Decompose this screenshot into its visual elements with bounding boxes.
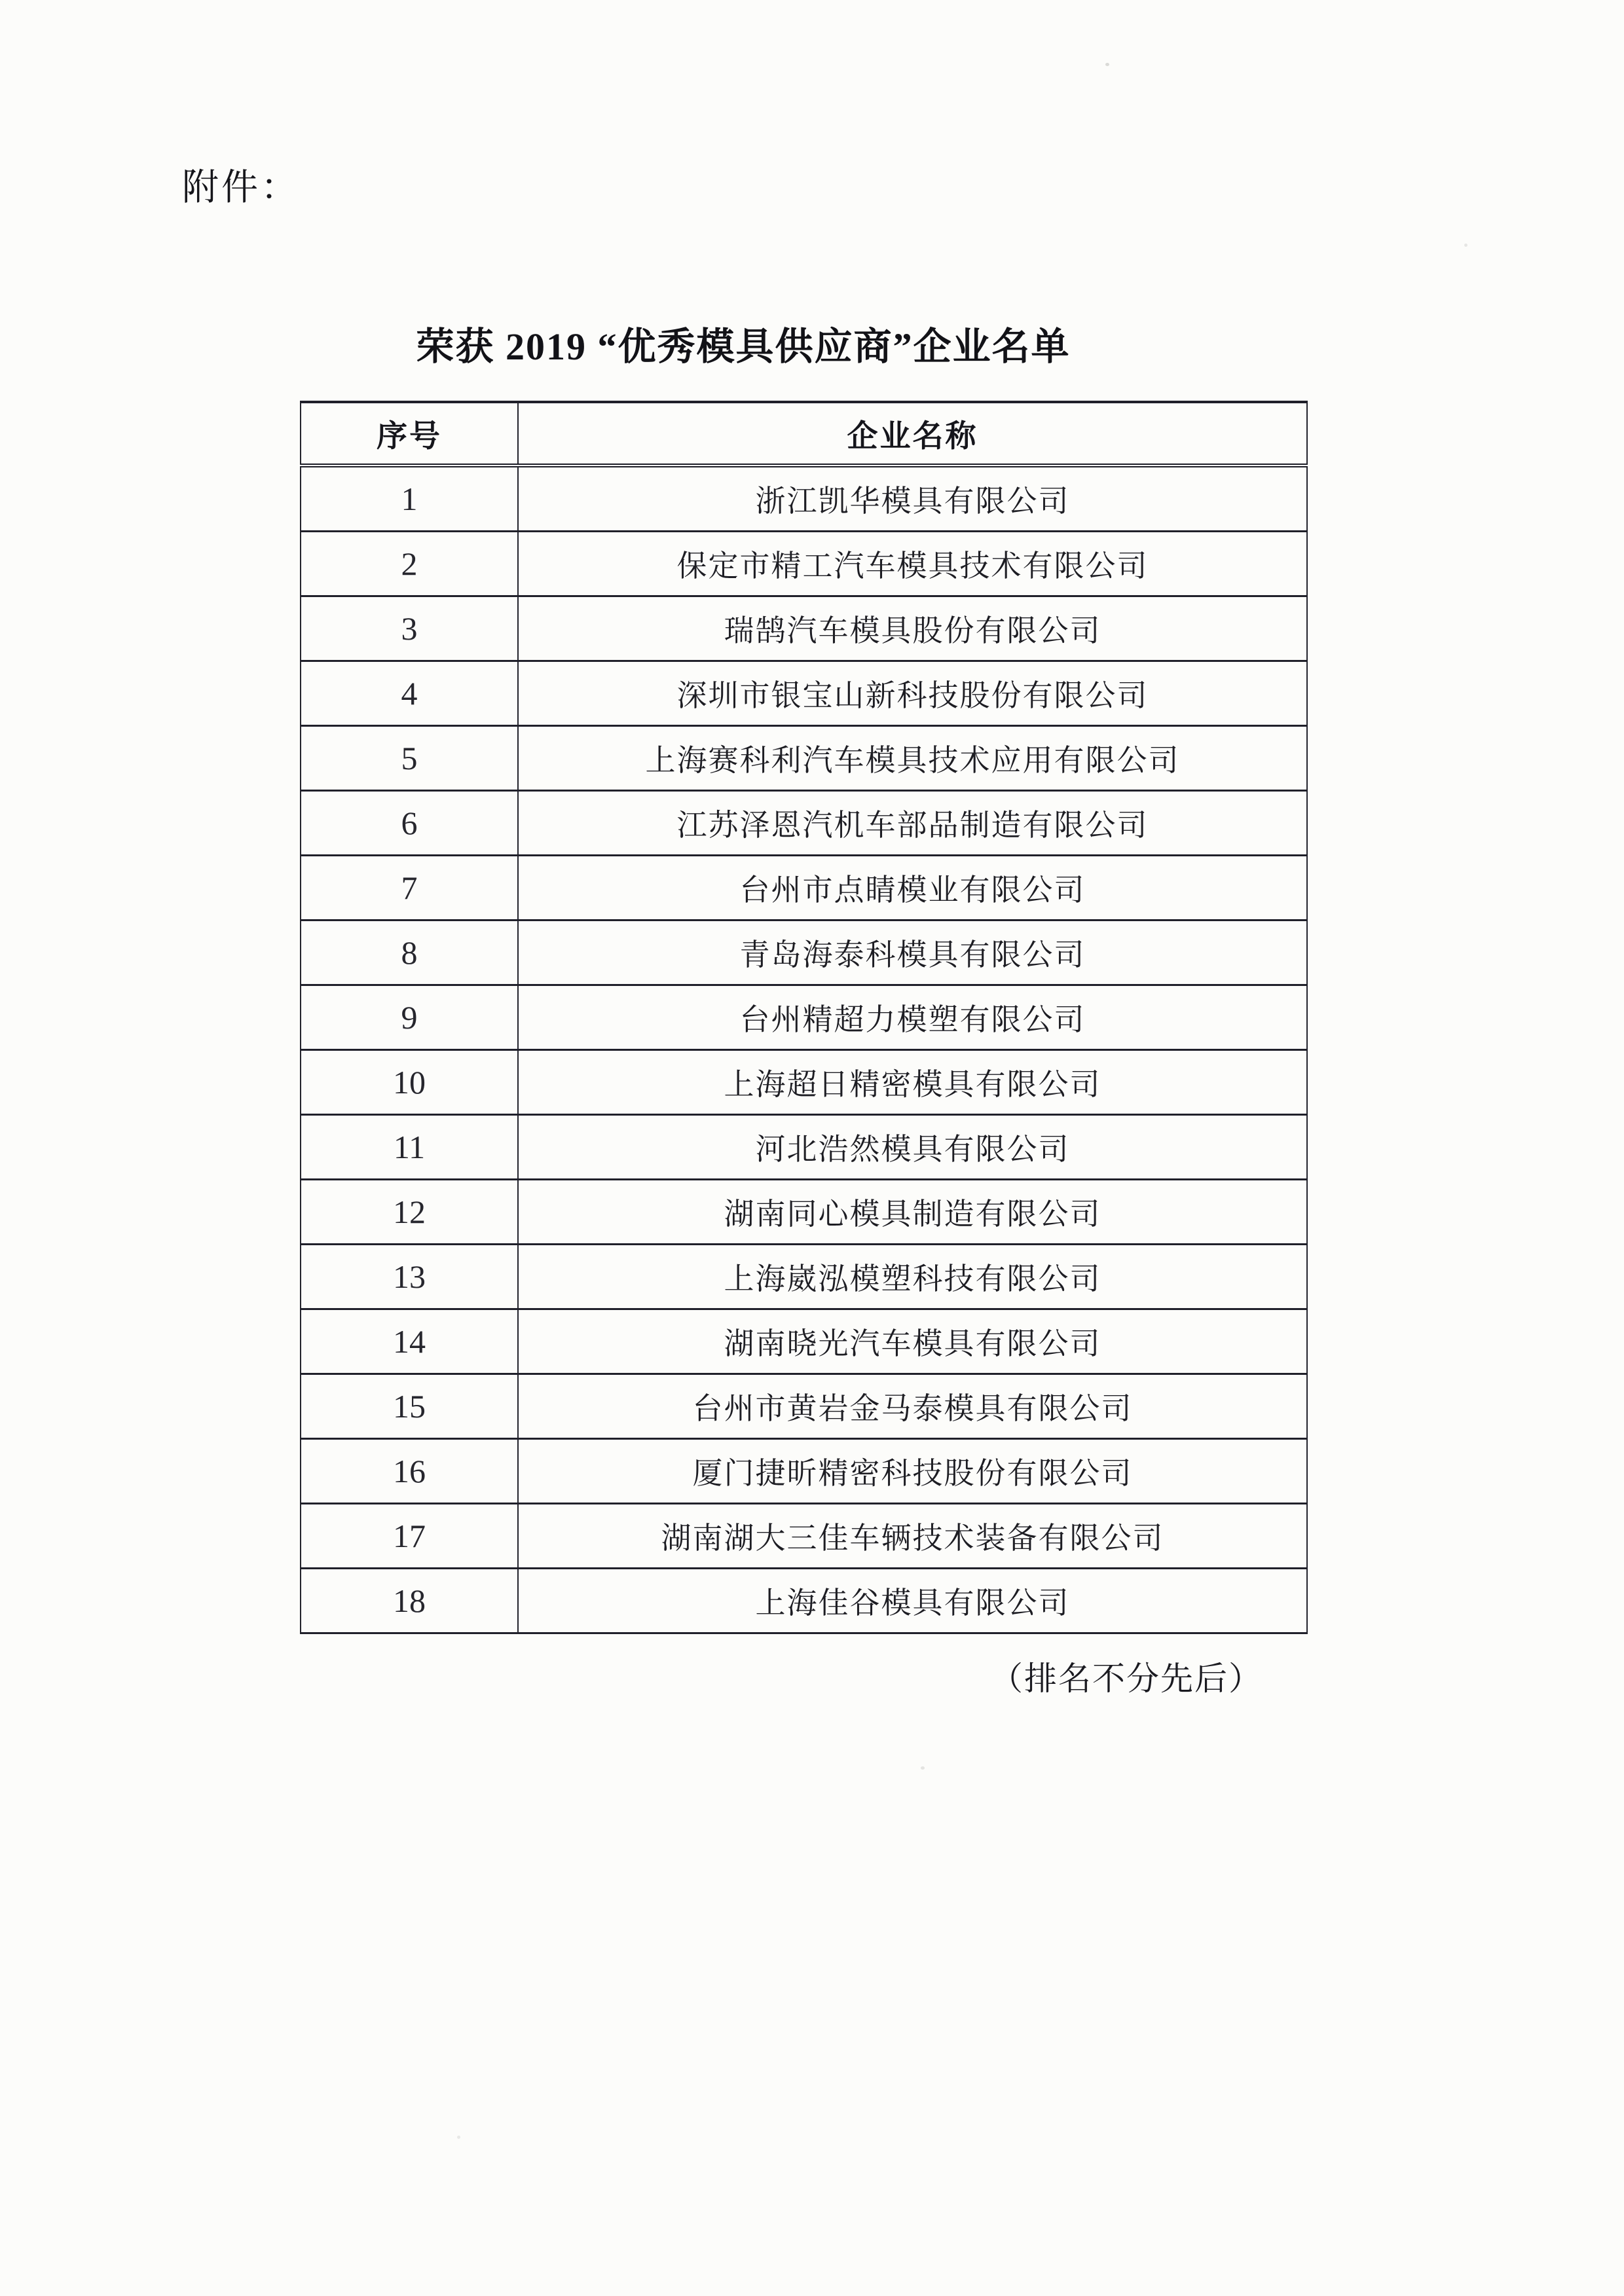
company-name-cell: 河北浩然模具有限公司: [518, 1115, 1307, 1180]
row-index-cell: 12: [301, 1180, 518, 1245]
table-row: [301, 1180, 1307, 1245]
table-row: [301, 920, 1307, 985]
table-row: [301, 532, 1307, 596]
company-name-cell: 保定市精工汽车模具技术有限公司: [518, 532, 1307, 596]
row-index-cell: 4: [301, 661, 518, 726]
row-index-cell: 7: [301, 856, 518, 920]
row-index-cell: 3: [301, 596, 518, 661]
table-row: [301, 1115, 1307, 1180]
table-row: [301, 1504, 1307, 1569]
company-name-cell: 江苏泽恩汽机车部品制造有限公司: [518, 791, 1307, 856]
table-row: [301, 661, 1307, 726]
table-row: [301, 596, 1307, 661]
table-row: [301, 1374, 1307, 1439]
row-index-cell: 6: [301, 791, 518, 856]
attachment-label: 附件：: [182, 168, 300, 208]
row-index-cell: 11: [301, 1115, 518, 1180]
row-index-cell: 17: [301, 1504, 518, 1569]
table-header: [301, 402, 1307, 465]
scan-speckle: [1105, 63, 1109, 66]
column-header-index: 序号: [301, 402, 518, 465]
document-title: 荣获 2019 “优秀模具供应商”企业名单: [416, 325, 1071, 368]
company-name-cell: 湖南湖大三佳车辆技术装备有限公司: [518, 1504, 1307, 1569]
company-name-cell: 上海超日精密模具有限公司: [518, 1050, 1307, 1115]
row-index-cell: 9: [301, 985, 518, 1050]
table-row: [301, 1050, 1307, 1115]
company-name-cell: 上海佳谷模具有限公司: [518, 1569, 1307, 1633]
company-name-cell: 浙江凯华模具有限公司: [518, 465, 1307, 532]
company-name-cell: 瑞鹄汽车模具股份有限公司: [518, 596, 1307, 661]
row-index-cell: 2: [301, 532, 518, 596]
company-name-cell: 台州市黄岩金马泰模具有限公司: [518, 1374, 1307, 1439]
table-body: [301, 465, 1307, 1633]
row-index-cell: 8: [301, 920, 518, 985]
row-index-cell: 5: [301, 726, 518, 791]
table-row: [301, 856, 1307, 920]
scan-speckle: [457, 2136, 460, 2139]
company-name-cell: 台州市点睛模业有限公司: [518, 856, 1307, 920]
row-index-cell: 16: [301, 1439, 518, 1504]
table-header-row: [301, 402, 1307, 465]
company-name-cell: 湖南同心模具制造有限公司: [518, 1180, 1307, 1245]
row-index-cell: 14: [301, 1309, 518, 1374]
supplier-table: [300, 401, 1308, 1634]
ranking-footnote: （排名不分先后）: [990, 1660, 1263, 1697]
company-name-cell: 湖南晓光汽车模具有限公司: [518, 1309, 1307, 1374]
table-row: [301, 1245, 1307, 1309]
table-row: [301, 465, 1307, 532]
table-row: [301, 726, 1307, 791]
company-name-cell: 上海崴泓模塑科技有限公司: [518, 1245, 1307, 1309]
company-name-cell: 深圳市银宝山新科技股份有限公司: [518, 661, 1307, 726]
scan-speckle: [1464, 244, 1467, 247]
company-name-cell: 上海赛科利汽车模具技术应用有限公司: [518, 726, 1307, 791]
table-row: [301, 985, 1307, 1050]
company-name-cell: 厦门捷昕精密科技股份有限公司: [518, 1439, 1307, 1504]
table-row: [301, 1309, 1307, 1374]
company-name-cell: 台州精超力模塑有限公司: [518, 985, 1307, 1050]
row-index-cell: 13: [301, 1245, 518, 1309]
row-index-cell: 15: [301, 1374, 518, 1439]
scan-speckle: [921, 1766, 925, 1770]
column-header-company-name: 企业名称: [518, 402, 1307, 465]
row-index-cell: 10: [301, 1050, 518, 1115]
table-row: [301, 791, 1307, 856]
row-index-cell: 18: [301, 1569, 518, 1633]
table-row: [301, 1439, 1307, 1504]
row-index-cell: 1: [301, 465, 518, 532]
table-row: [301, 1569, 1307, 1633]
company-name-cell: 青岛海泰科模具有限公司: [518, 920, 1307, 985]
